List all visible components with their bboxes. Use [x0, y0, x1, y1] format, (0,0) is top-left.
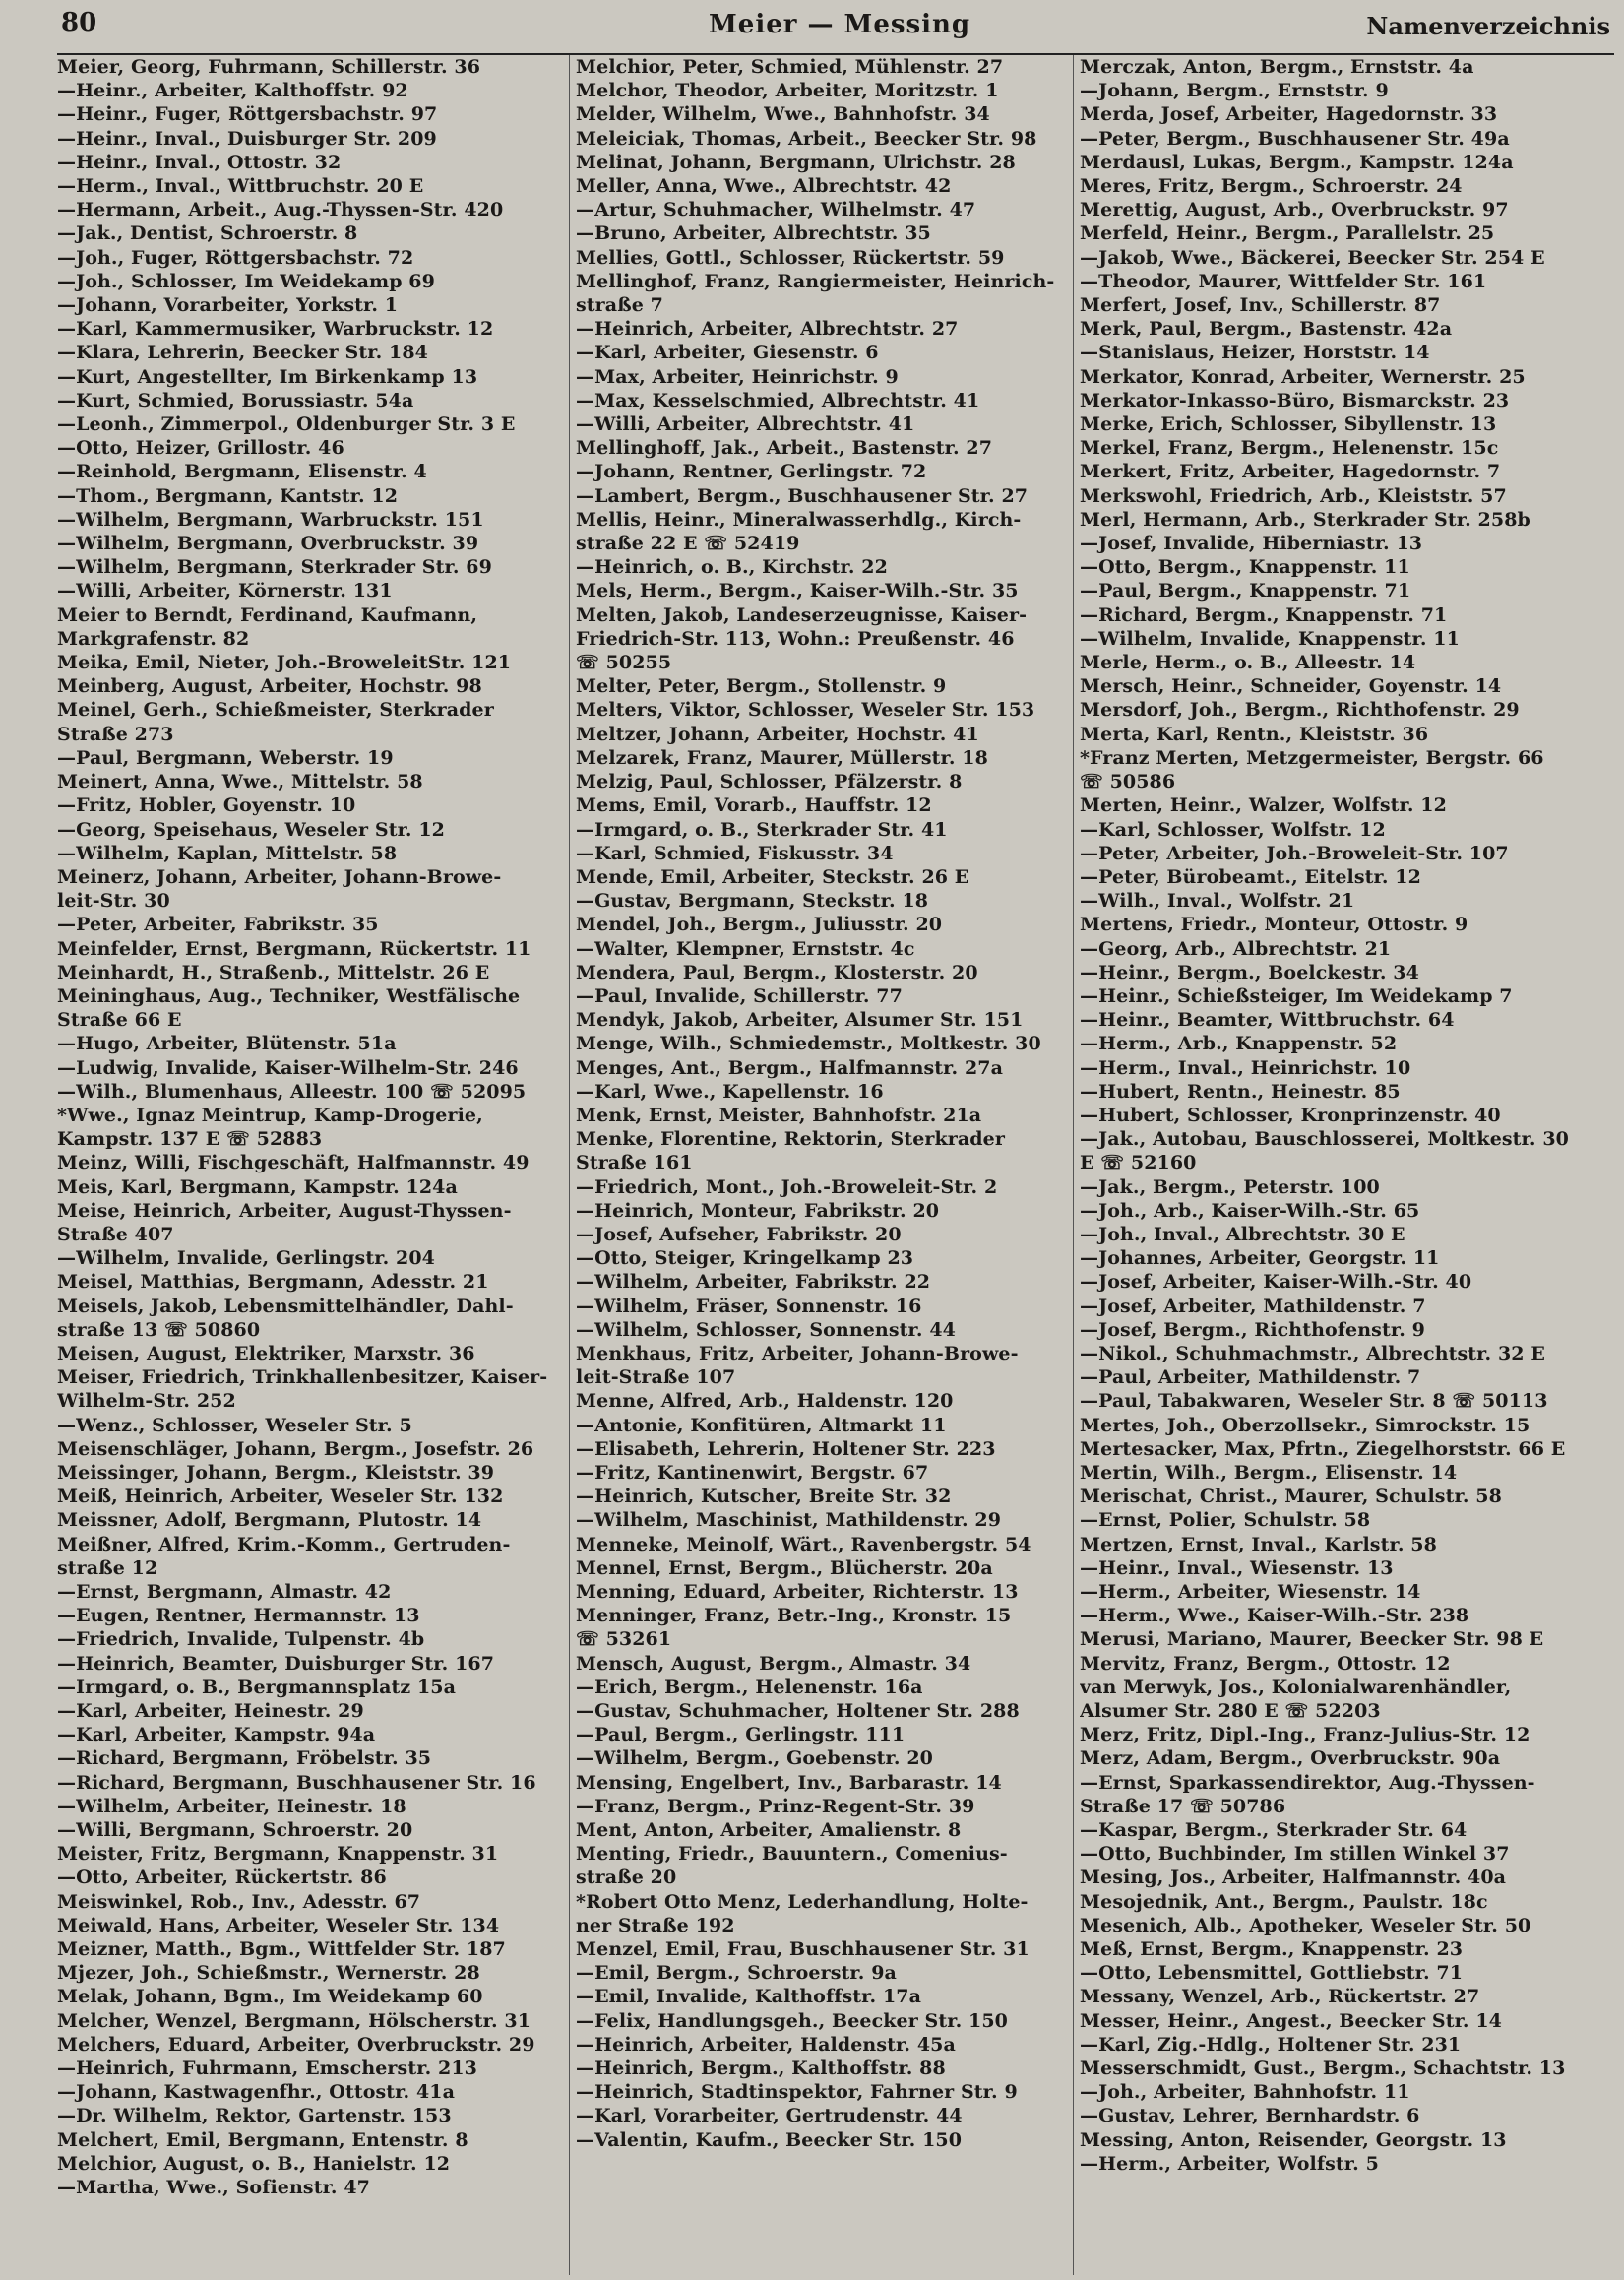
directory-entry-line: —Karl, Vorarbeiter, Gertrudenstr. 44	[576, 2105, 963, 2127]
directory-entry-line: Meltzer, Johann, Arbeiter, Hochstr. 41	[576, 723, 979, 745]
directory-entry-line: Straße 407	[57, 1223, 174, 1245]
directory-entry-line: Mertzen, Ernst, Inval., Karlstr. 58	[1080, 1533, 1437, 1555]
directory-entry-line: van Merwyk, Jos., Kolonialwarenhändler,	[1080, 1676, 1512, 1698]
directory-entry-line: —Valentin, Kaufm., Beecker Str. 150	[576, 2128, 963, 2151]
directory-entry-line: —Peter, Arbeiter, Fabrikstr. 35	[57, 914, 379, 936]
directory-entry-line: Melak, Johann, Bgm., Im Weidekamp 60	[57, 1986, 483, 2008]
directory-entry-line: Mervitz, Franz, Bergm., Ottostr. 12	[1080, 1652, 1451, 1675]
directory-entry-line: Meissner, Adolf, Bergmann, Plutostr. 14	[57, 1509, 482, 1532]
directory-entry-line: Meissinger, Johann, Bergm., Kleiststr. 39	[57, 1461, 495, 1484]
directory-entry-line: Meleiciak, Thomas, Arbeit., Beecker Str. 98	[576, 127, 1037, 150]
directory-entry-line: —Hubert, Schlosser, Kronprinzenstr. 40	[1080, 1104, 1501, 1126]
directory-entry-line: —Georg, Speisehaus, Weseler Str. 12	[57, 818, 446, 841]
directory-entry-line: Mels, Herm., Bergm., Kaiser-Wilh.-Str. 35	[576, 580, 1019, 602]
directory-entry-line: —Wilhelm, Schlosser, Sonnenstr. 44	[576, 1318, 956, 1341]
directory-entry-line: —Nikol., Schuhmachmstr., Albrechtstr. 32 E	[1080, 1342, 1545, 1364]
directory-entry-line: Melchior, Peter, Schmied, Mühlenstr. 27	[576, 56, 1004, 78]
page-title: Meier — Messing	[709, 10, 971, 39]
directory-entry-line: —Karl, Zig.-Hdlg., Holtener Str. 231	[1080, 2033, 1462, 2056]
page-header	[0, 4, 1624, 53]
directory-entry-line: —Johann, Kastwagenfhr., Ottostr. 41a	[57, 2081, 455, 2104]
directory-entry-line: —Hermann, Arbeit., Aug.-Thyssen-Str. 420	[57, 199, 504, 222]
directory-entry-line: Meisels, Jakob, Lebensmittelhändler, Dahl-	[57, 1295, 514, 1317]
directory-entry-line: —Paul, Bergm., Gerlingstr. 111	[576, 1724, 906, 1746]
directory-entry-line: —Karl, Kammermusiker, Warbruckstr. 12	[57, 318, 494, 341]
directory-entry-line: —Paul, Invalide, Schillerstr. 77	[576, 984, 903, 1007]
directory-entry-line: —Johann, Vorarbeiter, Yorkstr. 1	[57, 294, 399, 317]
directory-entry-line: —Heinrich, Beamter, Duisburger Str. 167	[57, 1652, 495, 1675]
directory-entry-line: —Richard, Bergmann, Buschhausener Str. 16	[57, 1771, 536, 1794]
directory-entry-line: —Leonh., Zimmerpol., Oldenburger Str. 3 E	[57, 413, 516, 436]
column-3	[1073, 55, 1611, 2275]
directory-entry-line: Mennel, Ernst, Bergm., Blücherstr. 20a	[576, 1556, 993, 1579]
directory-entry-line: Menke, Florentine, Rektorin, Sterkrader	[576, 1128, 1005, 1151]
directory-entry-line: Menk, Ernst, Meister, Bahnhofstr. 21a	[576, 1104, 982, 1126]
directory-entry-line: —Jak., Dentist, Schroerstr. 8	[57, 222, 358, 245]
directory-entry-line: Merkel, Franz, Bergm., Helenenstr. 15c	[1080, 437, 1499, 460]
directory-entry-line: —Wilhelm, Arbeiter, Heinestr. 18	[57, 1795, 406, 1817]
directory-entry-line: —Irmgard, o. B., Sterkrader Str. 41	[576, 818, 948, 841]
directory-entry-line: Menneke, Meinolf, Wärt., Ravenbergstr. 54	[576, 1533, 1031, 1555]
directory-entry-line: Menge, Wilh., Schmiedemstr., Moltkestr. 30	[576, 1033, 1041, 1055]
directory-entry-line: —Heinr., Inval., Wiesenstr. 13	[1080, 1556, 1394, 1579]
directory-entry-line: —Kurt, Schmied, Borussiastr. 54a	[57, 389, 414, 412]
directory-entry-line: *Wwe., Ignaz Meintrup, Kamp-Drogerie,	[57, 1104, 483, 1126]
directory-entry-line: —Lambert, Bergm., Buschhausener Str. 27	[576, 484, 1029, 507]
section-title: Namenverzeichnis	[1366, 12, 1610, 40]
directory-entry-line: E ☏ 52160	[1080, 1152, 1197, 1174]
directory-entry-line: Straße 66 E	[57, 1009, 182, 1032]
directory-entry-line: Merle, Herm., o. B., Alleestr. 14	[1080, 652, 1416, 674]
directory-entry-line: —Paul, Tabakwaren, Weseler Str. 8 ☏ 50113	[1080, 1390, 1548, 1413]
directory-entry-line: —Heinrich, Arbeiter, Haldenstr. 45a	[576, 2033, 956, 2056]
directory-entry-line: —Gustav, Lehrer, Bernhardstr. 6	[1080, 2105, 1420, 2127]
directory-entry-line: Mensch, August, Bergm., Almastr. 34	[576, 1652, 971, 1675]
directory-entry-line: —Heinrich, Stadtinspektor, Fahrner Str. 9	[576, 2081, 1018, 2104]
directory-entry-line: Mellis, Heinr., Mineralwasserhdlg., Kirch-	[576, 508, 1022, 531]
directory-entry-line: —Richard, Bergm., Knappenstr. 71	[1080, 603, 1448, 626]
directory-entry-line: Mellinghof, Franz, Rangiermeister, Heinrich-	[576, 270, 1055, 292]
directory-entry-line: Melder, Wilhelm, Wwe., Bahnhofstr. 34	[576, 103, 990, 126]
directory-entry-line: —Wilhelm, Kaplan, Mittelstr. 58	[57, 842, 398, 864]
directory-entry-line: Merta, Karl, Rentn., Kleiststr. 36	[1080, 723, 1429, 745]
directory-entry-line: —Wilhelm, Bergm., Goebenstr. 20	[576, 1747, 933, 1770]
directory-entry-line: Merettig, August, Arb., Overbruckstr. 97	[1080, 199, 1509, 222]
directory-entry-line: Melten, Jakob, Landeserzeugnisse, Kaiser-	[576, 603, 1028, 626]
directory-entry-line: —Heinr., Schießsteiger, Im Weidekamp 7	[1080, 984, 1513, 1007]
directory-entry-line: Meiser, Friedrich, Trinkhallenbesitzer, Kaiser-	[57, 1366, 548, 1389]
directory-entry-line: —Jak., Autobau, Bauschlosserei, Moltkestr. 30	[1080, 1128, 1569, 1151]
directory-entry-line: Messing, Anton, Reisender, Georgstr. 13	[1080, 2128, 1507, 2151]
directory-entry-line: Ment, Anton, Arbeiter, Amalienstr. 8	[576, 1819, 962, 1842]
directory-entry-line: —Heinr., Bergm., Boelckestr. 34	[1080, 961, 1419, 983]
directory-entry-line: Meininghaus, Aug., Techniker, Westfälische	[57, 984, 521, 1007]
directory-entry-line: Meißner, Alfred, Krim.-Komm., Gertruden-	[57, 1533, 511, 1555]
directory-entry-line: Merfert, Josef, Inv., Schillerstr. 87	[1080, 294, 1441, 317]
directory-entry-line: Markgrafenstr. 82	[57, 627, 250, 650]
directory-entry-line: —Klara, Lehrerin, Beecker Str. 184	[57, 342, 428, 364]
directory-entry-line: —Otto, Steiger, Kringelkamp 23	[576, 1247, 914, 1270]
directory-entry-line: —Heinrich, Arbeiter, Albrechtstr. 27	[576, 318, 959, 341]
directory-entry-line: Merke, Erich, Schlosser, Sibyllenstr. 13	[1080, 413, 1497, 436]
column-2	[569, 55, 1068, 2275]
directory-entry-line: —Stanislaus, Heizer, Horststr. 14	[1080, 342, 1430, 364]
directory-entry-line: Meika, Emil, Nieter, Joh.-BroweleitStr. 121	[57, 652, 512, 674]
directory-entry-line: Messerschmidt, Gust., Bergm., Schachtstr. 13	[1080, 2058, 1566, 2080]
directory-entry-line: —Elisabeth, Lehrerin, Holtener Str. 223	[576, 1437, 996, 1460]
directory-entry-line: —Jak., Bergm., Peterstr. 100	[1080, 1175, 1380, 1198]
directory-entry-line: —Heinr., Fuger, Röttgersbachstr. 97	[57, 103, 438, 126]
directory-entry-line: Merfeld, Heinr., Bergm., Parallelstr. 25	[1080, 222, 1495, 245]
directory-entry-line: Melchor, Theodor, Arbeiter, Moritzstr. 1	[576, 80, 999, 102]
directory-entry-line: Merk, Paul, Bergm., Bastenstr. 42a	[1080, 318, 1453, 341]
directory-entry-line: Straße 161	[576, 1152, 693, 1174]
directory-entry-line: —Herm., Inval., Wittbruchstr. 20 E	[57, 175, 424, 198]
directory-entry-line: —Paul, Bergm., Knappenstr. 71	[1080, 580, 1411, 602]
directory-entry-line: —Herm., Wwe., Kaiser-Wilh.-Str. 238	[1080, 1605, 1469, 1627]
directory-entry-line: Mertin, Wilh., Bergm., Elisenstr. 14	[1080, 1461, 1458, 1484]
directory-entry-line: Melzig, Paul, Schlosser, Pfälzerstr. 8	[576, 771, 963, 793]
directory-entry-line: Meß, Ernst, Bergm., Knappenstr. 23	[1080, 1938, 1464, 1961]
directory-entry-line: —Emil, Bergm., Schroerstr. 9a	[576, 1962, 897, 1985]
directory-entry-line: Friedrich-Str. 113, Wohn.: Preußenstr. 46	[576, 627, 1015, 650]
directory-entry-line: Meier, Georg, Fuhrmann, Schillerstr. 36	[57, 56, 481, 78]
directory-entry-line: —Joh., Inval., Albrechtstr. 30 E	[1080, 1223, 1405, 1245]
directory-entry-line: —Heinr., Beamter, Wittbruchstr. 64	[1080, 1009, 1455, 1032]
directory-entry-line: —Heinrich, Kutscher, Breite Str. 32	[576, 1486, 952, 1508]
directory-entry-line: Merkator, Konrad, Arbeiter, Wernerstr. 25	[1080, 365, 1526, 388]
directory-entry-line: Merdausl, Lukas, Bergm., Kampstr. 124a	[1080, 151, 1514, 173]
directory-entry-line: —Willi, Bergmann, Schroerstr. 20	[57, 1819, 413, 1842]
directory-entry-line: Merczak, Anton, Bergm., Ernststr. 4a	[1080, 56, 1474, 78]
directory-entry-line: *Franz Merten, Metzgermeister, Bergstr. 66	[1080, 746, 1544, 769]
directory-entry-line: —Josef, Arbeiter, Mathildenstr. 7	[1080, 1295, 1426, 1317]
directory-entry-line: —Karl, Schmied, Fiskusstr. 34	[576, 842, 894, 864]
directory-entry-line: —Joh., Arb., Kaiser-Wilh.-Str. 65	[1080, 1199, 1420, 1222]
directory-entry-line: Melchert, Emil, Bergmann, Entenstr. 8	[57, 2128, 468, 2151]
directory-entry-line: —Peter, Bürobeamt., Eitelstr. 12	[1080, 865, 1421, 888]
directory-entry-line: —Friedrich, Invalide, Tulpenstr. 4b	[57, 1628, 425, 1651]
directory-entry-line: —Georg, Arb., Albrechtstr. 21	[1080, 937, 1392, 960]
directory-entry-line: —Wenz., Schlosser, Weseler Str. 5	[57, 1414, 412, 1436]
directory-entry-line: Meller, Anna, Wwe., Albrechtstr. 42	[576, 175, 952, 198]
directory-entry-line: Mertesacker, Max, Pfrtn., Ziegelhorststr. 66 E	[1080, 1437, 1566, 1460]
directory-entry-line: —Walter, Klempner, Ernststr. 4c	[576, 937, 915, 960]
directory-entry-line: Mjezer, Joh., Schießmstr., Wernerstr. 28	[57, 1962, 480, 1985]
directory-entry-line: —Peter, Arbeiter, Joh.-Broweleit-Str. 107	[1080, 842, 1509, 864]
directory-entry-line: Meisel, Matthias, Bergmann, Adesstr. 21	[57, 1271, 489, 1294]
directory-entry-line: —Wilh., Inval., Wolfstr. 21	[1080, 890, 1355, 913]
directory-entry-line: Straße 273	[57, 723, 174, 745]
directory-entry-line: —Franz, Bergm., Prinz-Regent-Str. 39	[576, 1795, 975, 1817]
directory-entry-line: Meiß, Heinrich, Arbeiter, Weseler Str. 132	[57, 1486, 504, 1508]
directory-entry-line: —Wilhelm, Invalide, Knappenstr. 11	[1080, 627, 1460, 650]
directory-entry-line: —Hugo, Arbeiter, Blütenstr. 51a	[57, 1033, 397, 1055]
directory-entry-line: —Kaspar, Bergm., Sterkrader Str. 64	[1080, 1819, 1468, 1842]
directory-entry-line: Meis, Karl, Bergmann, Kampstr. 124a	[57, 1175, 458, 1198]
directory-entry-line: —Heinr., Inval., Ottostr. 32	[57, 151, 342, 173]
directory-entry-line: —Johann, Bergm., Ernststr. 9	[1080, 80, 1389, 102]
directory-entry-line: —Emil, Invalide, Kalthoffstr. 17a	[576, 1986, 922, 2008]
directory-entry-line: —Eugen, Rentner, Hermannstr. 13	[57, 1605, 420, 1627]
directory-entry-line: Melchior, August, o. B., Hanielstr. 12	[57, 2152, 451, 2175]
directory-entry-line: —Fritz, Kantinenwirt, Bergstr. 67	[576, 1461, 929, 1484]
directory-entry-line: Mendyk, Jakob, Arbeiter, Alsumer Str. 151	[576, 1009, 1024, 1032]
directory-entry-line: ☏ 53261	[576, 1628, 672, 1651]
directory-entry-line: —Fritz, Hobler, Goyenstr. 10	[57, 794, 356, 817]
directory-entry-line: Mertens, Friedr., Monteur, Ottostr. 9	[1080, 914, 1468, 936]
directory-entry-line: Messer, Heinr., Angest., Beecker Str. 14	[1080, 2009, 1503, 2032]
directory-entry-line: —Karl, Arbeiter, Heinestr. 29	[57, 1700, 364, 1723]
directory-entry-line: Kampstr. 137 E ☏ 52883	[57, 1128, 323, 1151]
directory-entry-line: Meinberg, August, Arbeiter, Hochstr. 98	[57, 675, 482, 698]
directory-entry-line: —Ernst, Polier, Schulstr. 58	[1080, 1509, 1371, 1532]
directory-entry-line: —Felix, Handlungsgeh., Beecker Str. 150	[576, 2009, 1008, 2032]
directory-entry-line: Menkhaus, Fritz, Arbeiter, Johann-Browe-	[576, 1342, 1019, 1364]
directory-entry-line: —Heinr., Arbeiter, Kalthoffstr. 92	[57, 80, 408, 102]
directory-entry-line: Meier to Berndt, Ferdinand, Kaufmann,	[57, 603, 478, 626]
directory-entry-line: Melinat, Johann, Bergmann, Ulrichstr. 28	[576, 151, 1016, 173]
directory-entry-line: Melters, Viktor, Schlosser, Weseler Str. 153	[576, 699, 1035, 722]
directory-entry-line: Menninger, Franz, Betr.-Ing., Kronstr. 15	[576, 1605, 1012, 1627]
directory-entry-line: —Joh., Fuger, Röttgersbachstr. 72	[57, 246, 414, 269]
directory-entry-line: —Herm., Inval., Heinrichstr. 10	[1080, 1056, 1411, 1079]
directory-entry-line: —Josef, Bergm., Richthofenstr. 9	[1080, 1318, 1425, 1341]
directory-entry-line: Merz, Fritz, Dipl.-Ing., Franz-Julius-Str. 12	[1080, 1724, 1530, 1746]
directory-entry-line: —Peter, Bergm., Buschhausener Str. 49a	[1080, 127, 1510, 150]
directory-entry-line: Mellies, Gottl., Schlosser, Rückertstr. 59	[576, 246, 1005, 269]
directory-entry-line: —Johannes, Arbeiter, Georgstr. 11	[1080, 1247, 1440, 1270]
directory-entry-line: Straße 17 ☏ 50786	[1080, 1795, 1286, 1817]
directory-entry-line: —Wilhelm, Bergmann, Warbruckstr. 151	[57, 508, 484, 531]
directory-entry-line: straße 13 ☏ 50860	[57, 1318, 261, 1341]
directory-entry-line: Merischat, Christ., Maurer, Schulstr. 58	[1080, 1486, 1502, 1508]
directory-entry-line: —Josef, Invalide, Hiberniastr. 13	[1080, 533, 1423, 555]
directory-entry-line: Mendera, Paul, Bergm., Klosterstr. 20	[576, 961, 978, 983]
directory-entry-line: —Karl, Schlosser, Wolfstr. 12	[1080, 818, 1386, 841]
directory-entry-line: Meisenschläger, Johann, Bergm., Josefstr. 26	[57, 1437, 534, 1460]
directory-entry-line: —Heinr., Inval., Duisburger Str. 209	[57, 127, 437, 150]
directory-entry-line: —Johann, Rentner, Gerlingstr. 72	[576, 461, 927, 483]
directory-entry-line: —Otto, Bergm., Knappenstr. 11	[1080, 556, 1410, 579]
directory-entry-line: Mensing, Engelbert, Inv., Barbarastr. 14	[576, 1771, 1002, 1794]
directory-entry-line: —Wilhelm, Bergmann, Overbruckstr. 39	[57, 533, 479, 555]
directory-entry-line: Menting, Friedr., Bauuntern., Comenius-	[576, 1843, 1008, 1866]
directory-entry-line: Merkert, Fritz, Arbeiter, Hagedornstr. 7	[1080, 461, 1501, 483]
directory-entry-line: Meres, Fritz, Bergm., Schroerstr. 24	[1080, 175, 1463, 198]
directory-entry-line: —Hubert, Rentn., Heinestr. 85	[1080, 1080, 1401, 1103]
directory-entry-line: —Reinhold, Bergmann, Elisenstr. 4	[57, 461, 427, 483]
directory-entry-line: —Joh., Schlosser, Im Weidekamp 69	[57, 270, 435, 292]
directory-entry-line: —Max, Arbeiter, Heinrichstr. 9	[576, 365, 899, 388]
directory-entry-line: Meinel, Gerh., Schießmeister, Sterkrader	[57, 699, 494, 722]
directory-entry-line: Merten, Heinr., Walzer, Wolfstr. 12	[1080, 794, 1447, 817]
directory-entry-line: Mesenich, Alb., Apotheker, Weseler Str. 50	[1080, 1914, 1531, 1936]
directory-entry-line: Menges, Ant., Bergm., Halfmannstr. 27a	[576, 1056, 1004, 1079]
directory-entry-line: Menzel, Emil, Frau, Buschhausener Str. 31	[576, 1938, 1030, 1961]
directory-entry-line: *Robert Otto Menz, Lederhandlung, Holte-	[576, 1890, 1029, 1913]
directory-entry-line: —Paul, Bergmann, Weberstr. 19	[57, 746, 394, 769]
directory-entry-line: —Wilhelm, Bergmann, Sterkrader Str. 69	[57, 556, 492, 579]
directory-entry-line: —Ernst, Sparkassendirektor, Aug.-Thyssen-	[1080, 1771, 1535, 1794]
directory-entry-line: —Otto, Arbeiter, Rückertstr. 86	[57, 1867, 387, 1889]
directory-entry-line: Messany, Wenzel, Arb., Rückertstr. 27	[1080, 1986, 1480, 2008]
directory-entry-line: straße 12	[57, 1556, 158, 1579]
directory-entry-line: Meinerz, Johann, Arbeiter, Johann-Browe-	[57, 865, 502, 888]
directory-entry-line: Meizner, Matth., Bgm., Wittfelder Str. 187	[57, 1938, 506, 1961]
directory-entry-line: —Karl, Arbeiter, Giesenstr. 6	[576, 342, 879, 364]
directory-entry-line: —Ludwig, Invalide, Kaiser-Wilhelm-Str. 246	[57, 1056, 519, 1079]
directory-entry-line: —Josef, Arbeiter, Kaiser-Wilh.-Str. 40	[1080, 1271, 1472, 1294]
directory-entry-line: ☏ 50255	[576, 652, 672, 674]
directory-entry-line: Meinhardt, H., Straßenb., Mittelstr. 26 E	[57, 961, 490, 983]
directory-entry-line: —Theodor, Maurer, Wittfelder Str. 161	[1080, 270, 1487, 292]
directory-entry-line: —Irmgard, o. B., Bergmannsplatz 15a	[57, 1676, 457, 1698]
directory-entry-line: —Herm., Arb., Knappenstr. 52	[1080, 1033, 1398, 1055]
directory-entry-line: —Max, Kesselschmied, Albrechtstr. 41	[576, 389, 980, 412]
directory-entry-line: —Herm., Arbeiter, Wiesenstr. 14	[1080, 1581, 1421, 1603]
directory-entry-line: Melcher, Wenzel, Bergmann, Hölscherstr. 31	[57, 2009, 531, 2032]
column-1	[57, 55, 557, 2275]
directory-entry-line: —Herm., Arbeiter, Wolfstr. 5	[1080, 2152, 1379, 2175]
directory-entry-line: —Erich, Bergm., Helenenstr. 16a	[576, 1676, 923, 1698]
directory-entry-line: —Josef, Aufseher, Fabrikstr. 20	[576, 1223, 902, 1245]
directory-entry-line: Merda, Josef, Arbeiter, Hagedornstr. 33	[1080, 103, 1498, 126]
directory-entry-line: —Antonie, Konfitüren, Altmarkt 11	[576, 1414, 947, 1436]
directory-entry-line: —Joh., Arbeiter, Bahnhofstr. 11	[1080, 2081, 1410, 2104]
directory-entry-line: —Bruno, Arbeiter, Albrechtstr. 35	[576, 222, 931, 245]
directory-entry-line: Mersch, Heinr., Schneider, Goyenstr. 14	[1080, 675, 1502, 698]
directory-entry-line: —Gustav, Schuhmacher, Holtener Str. 288	[576, 1700, 1020, 1723]
directory-entry-line: —Willi, Arbeiter, Körnerstr. 131	[57, 580, 393, 602]
directory-entry-line: Menne, Alfred, Arb., Haldenstr. 120	[576, 1390, 954, 1413]
directory-entry-line: —Otto, Lebensmittel, Gottliebstr. 71	[1080, 1962, 1464, 1985]
directory-entry-line: leit-Str. 30	[57, 890, 170, 913]
directory-entry-line: Mendel, Joh., Bergm., Juliusstr. 20	[576, 914, 943, 936]
directory-entry-line: —Friedrich, Mont., Joh.-Broweleit-Str. 2	[576, 1175, 998, 1198]
directory-entry-line: Melzarek, Franz, Maurer, Müllerstr. 18	[576, 746, 988, 769]
directory-entry-line: —Paul, Arbeiter, Mathildenstr. 7	[1080, 1366, 1421, 1389]
directory-entry-line: Alsumer Str. 280 E ☏ 52203	[1080, 1700, 1381, 1723]
directory-entry-line: Mellinghoff, Jak., Arbeit., Bastenstr. 27	[576, 437, 993, 460]
directory-entry-line: Melchers, Eduard, Arbeiter, Overbruckstr. 29	[57, 2033, 535, 2056]
directory-entry-line: —Gustav, Bergmann, Steckstr. 18	[576, 890, 929, 913]
directory-entry-line: Melter, Peter, Bergm., Stollenstr. 9	[576, 675, 947, 698]
directory-entry-line: Merusi, Mariano, Maurer, Beecker Str. 98 E	[1080, 1628, 1544, 1651]
directory-entry-line: straße 7	[576, 294, 663, 317]
directory-entry-line: —Heinrich, Monteur, Fabrikstr. 20	[576, 1199, 940, 1222]
directory-entry-line: Mems, Emil, Vorarb., Hauffstr. 12	[576, 794, 932, 817]
directory-entry-line: —Thom., Bergmann, Kantstr. 12	[57, 484, 399, 507]
directory-entry-line: —Heinrich, o. B., Kirchstr. 22	[576, 556, 888, 579]
directory-entry-line: Mesojednik, Ant., Bergm., Paulstr. 18c	[1080, 1890, 1488, 1913]
directory-entry-line: —Heinrich, Bergm., Kalthoffstr. 88	[576, 2058, 946, 2080]
directory-entry-line: Meisen, August, Elektriker, Marxstr. 36	[57, 1342, 475, 1364]
directory-entry-line: —Wilh., Blumenhaus, Alleestr. 100 ☏ 52095	[57, 1080, 527, 1103]
directory-entry-line: Meister, Fritz, Bergmann, Knappenstr. 31	[57, 1843, 499, 1866]
directory-entry-line: Mesing, Jos., Arbeiter, Halfmannstr. 40a	[1080, 1867, 1507, 1889]
directory-entry-line: Wilhelm-Str. 252	[57, 1390, 236, 1413]
directory-entry-line: Meiwald, Hans, Arbeiter, Weseler Str. 134	[57, 1914, 500, 1936]
directory-entry-line: Merkswohl, Friedrich, Arb., Kleiststr. 57	[1080, 484, 1507, 507]
directory-entry-line: —Ernst, Bergmann, Almastr. 42	[57, 1581, 392, 1603]
directory-entry-line: Merz, Adam, Bergm., Overbruckstr. 90a	[1080, 1747, 1501, 1770]
directory-entry-line: —Martha, Wwe., Sofienstr. 47	[57, 2177, 371, 2199]
directory-entry-line: straße 20	[576, 1867, 677, 1889]
directory-entry-line: ☏ 50586	[1080, 771, 1176, 793]
directory-entry-line: —Wilhelm, Invalide, Gerlingstr. 204	[57, 1247, 435, 1270]
directory-entry-line: Meinert, Anna, Wwe., Mittelstr. 58	[57, 771, 423, 793]
directory-entry-line: Meise, Heinrich, Arbeiter, August-Thyssen-	[57, 1199, 512, 1222]
directory-entry-line: Mertes, Joh., Oberzollsekr., Simrockstr. 15	[1080, 1414, 1530, 1436]
directory-entry-line: —Karl, Wwe., Kapellenstr. 16	[576, 1080, 884, 1103]
directory-entry-line: —Otto, Heizer, Grillostr. 46	[57, 437, 344, 460]
directory-entry-line: Merl, Hermann, Arb., Sterkrader Str. 258b	[1080, 508, 1530, 531]
directory-entry-line: —Artur, Schuhmacher, Wilhelmstr. 47	[576, 199, 976, 222]
directory-entry-line: —Kurt, Angestellter, Im Birkenkamp 13	[57, 365, 478, 388]
directory-entry-line: —Jakob, Wwe., Bäckerei, Beecker Str. 254 E	[1080, 246, 1545, 269]
directory-entry-line: —Dr. Wilhelm, Rektor, Gartenstr. 153	[57, 2105, 452, 2127]
directory-entry-line: Mende, Emil, Arbeiter, Steckstr. 26 E	[576, 865, 969, 888]
directory-entry-line: Mersdorf, Joh., Bergm., Richthofenstr. 29	[1080, 699, 1520, 722]
directory-entry-line: Merkator-Inkasso-Büro, Bismarckstr. 23	[1080, 389, 1510, 412]
directory-entry-line: —Wilhelm, Fräser, Sonnenstr. 16	[576, 1295, 922, 1317]
page-number: 80	[61, 8, 97, 37]
directory-entry-line: ner Straße 192	[576, 1914, 735, 1936]
directory-entry-line: —Karl, Arbeiter, Kampstr. 94a	[57, 1724, 376, 1746]
directory-entry-line: straße 22 E ☏ 52419	[576, 533, 800, 555]
directory-entry-line: Menning, Eduard, Arbeiter, Richterstr. 13	[576, 1581, 1019, 1603]
directory-entry-line: —Heinrich, Fuhrmann, Emscherstr. 213	[57, 2058, 477, 2080]
directory-entry-line: leit-Straße 107	[576, 1366, 736, 1389]
directory-entry-line: —Wilhelm, Maschinist, Mathildenstr. 29	[576, 1509, 1002, 1532]
directory-entry-line: —Wilhelm, Arbeiter, Fabrikstr. 22	[576, 1271, 931, 1294]
directory-entry-line: —Otto, Buchbinder, Im stillen Winkel 37	[1080, 1843, 1510, 1866]
directory-entry-line: Meinfelder, Ernst, Bergmann, Rückertstr. 11	[57, 937, 531, 960]
directory-entry-line: Meiswinkel, Rob., Inv., Adesstr. 67	[57, 1890, 421, 1913]
directory-entry-line: —Richard, Bergmann, Fröbelstr. 35	[57, 1747, 432, 1770]
directory-entry-line: —Willi, Arbeiter, Albrechtstr. 41	[576, 413, 915, 436]
directory-entry-line: Meinz, Willi, Fischgeschäft, Halfmannstr. 49	[57, 1152, 530, 1174]
